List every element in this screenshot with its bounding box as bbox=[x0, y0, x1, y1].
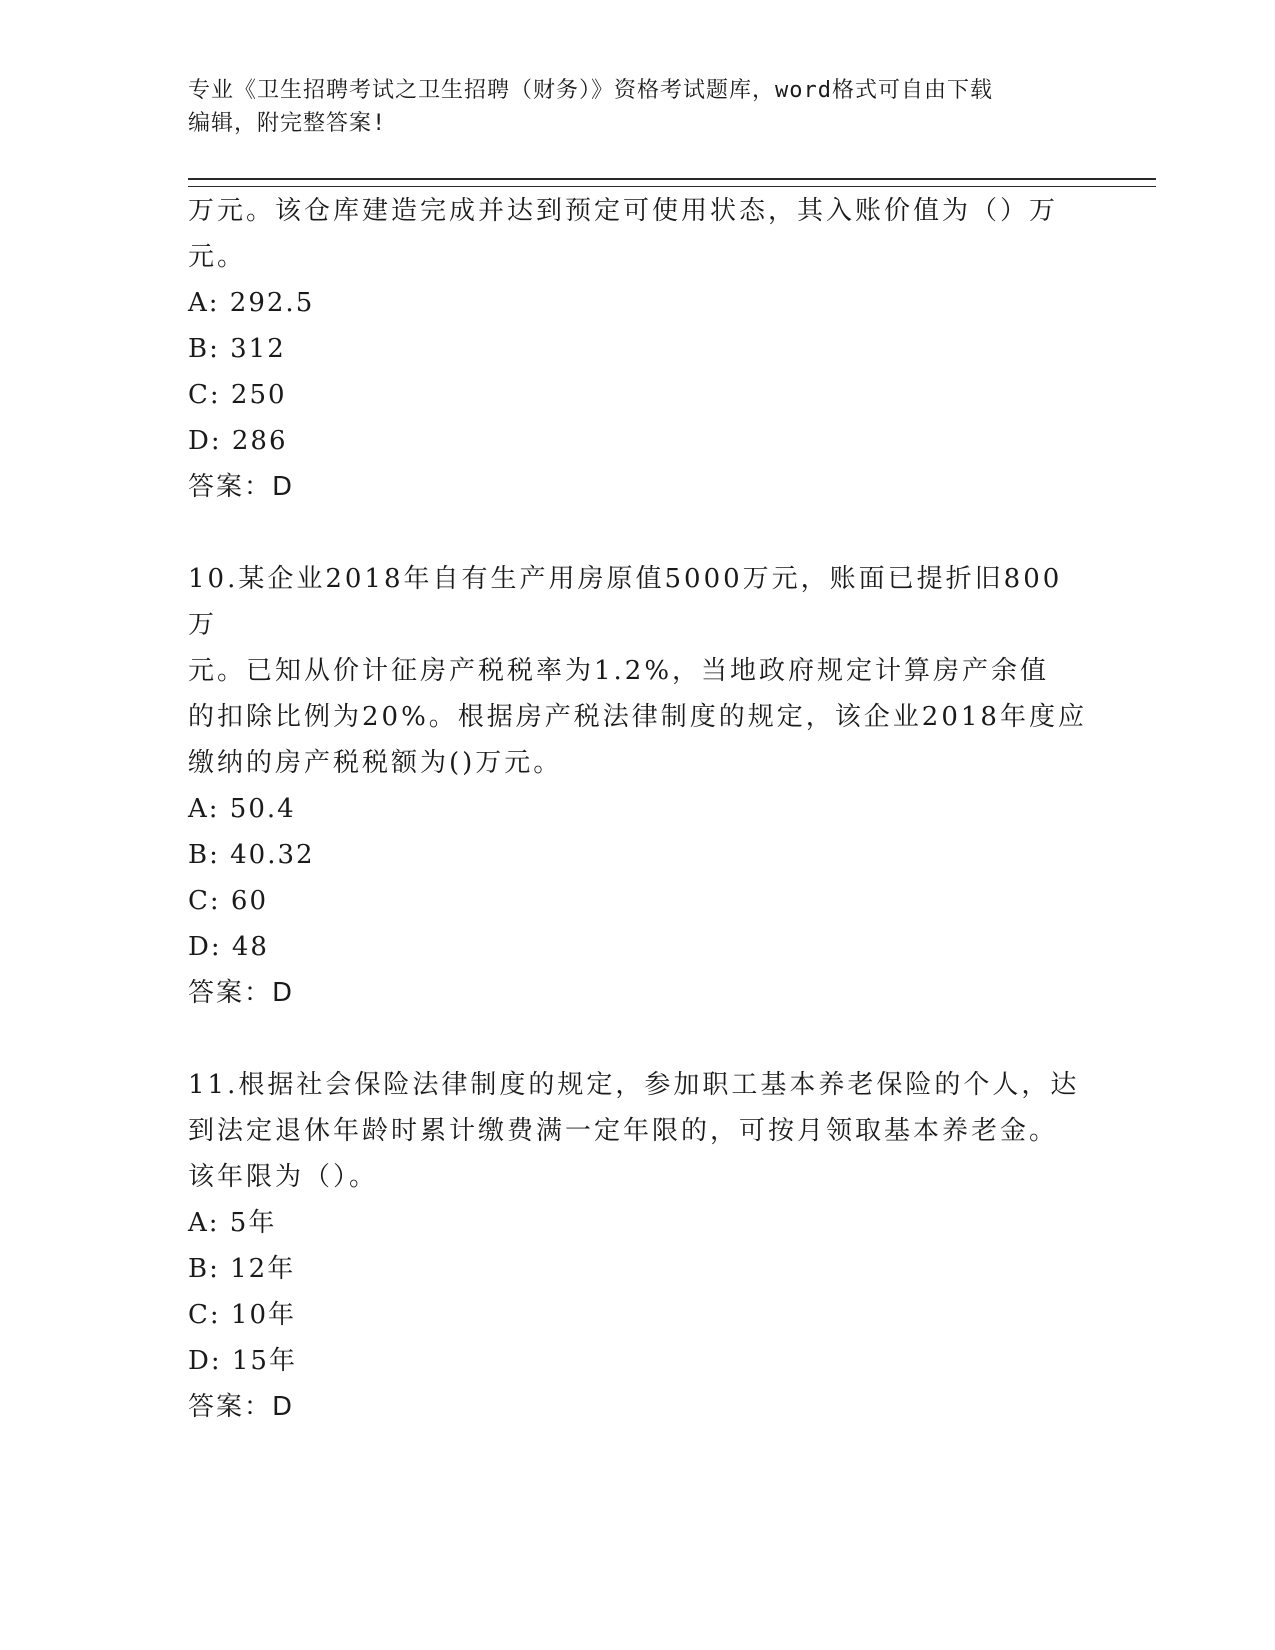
header-line-2: 编辑，附完整答案! bbox=[188, 111, 387, 136]
option-a: A: 5年 bbox=[188, 1208, 277, 1238]
header-divider bbox=[188, 178, 1156, 187]
question-text-line: 缴纳的房产税税额为()万元。 bbox=[188, 748, 563, 778]
option-b: B: 12年 bbox=[188, 1254, 296, 1284]
question-10 bbox=[188, 556, 1088, 1016]
answer-line: 答案：D bbox=[188, 472, 295, 502]
header-line-1: 专业《卫生招聘考试之卫生招聘（财务）》资格考试题库，word格式可自由下载 bbox=[188, 78, 993, 103]
option-b: B: 312 bbox=[188, 334, 286, 364]
question-text-line: 元。已知从价计征房产税税率为1.2%，当地政府规定计算房产余值 bbox=[188, 656, 1050, 686]
question-text-line: 元。 bbox=[188, 242, 247, 272]
answer-line: 答案：D bbox=[188, 1392, 295, 1422]
question-content bbox=[188, 188, 1088, 1430]
question-spacer bbox=[188, 1016, 1088, 1062]
option-a: A: 50.4 bbox=[188, 794, 296, 824]
option-d: D: 48 bbox=[188, 932, 269, 962]
question-text-line: 万元。该仓库建造完成并达到预定可使用状态，其入账价值为（）万 bbox=[188, 196, 1059, 226]
document-header bbox=[188, 74, 1088, 140]
option-d: D: 15年 bbox=[188, 1346, 297, 1376]
option-a: A: 292.5 bbox=[188, 288, 315, 318]
question-9-continuation bbox=[188, 188, 1088, 510]
question-11 bbox=[188, 1062, 1088, 1430]
question-text-line: 到法定退休年龄时累计缴费满一定年限的，可按月领取基本养老金。 bbox=[188, 1116, 1059, 1146]
option-c: C: 250 bbox=[188, 380, 287, 410]
option-b: B: 40.32 bbox=[188, 840, 315, 870]
option-d: D: 286 bbox=[188, 426, 288, 456]
question-spacer bbox=[188, 510, 1088, 556]
option-c: C: 10年 bbox=[188, 1300, 297, 1330]
question-text-line: 11.根据社会保险法律制度的规定，参加职工基本养老保险的个人，达 bbox=[188, 1070, 1080, 1100]
option-c: C: 60 bbox=[188, 886, 269, 916]
question-text-line: 该年限为（）。 bbox=[188, 1162, 379, 1192]
answer-line: 答案：D bbox=[188, 978, 295, 1008]
question-text-line: 10.某企业2018年自有生产用房原值5000万元，账面已提折旧800万 bbox=[188, 564, 1063, 640]
question-text-line: 的扣除比例为20%。根据房产税法律制度的规定，该企业2018年度应 bbox=[188, 702, 1087, 732]
